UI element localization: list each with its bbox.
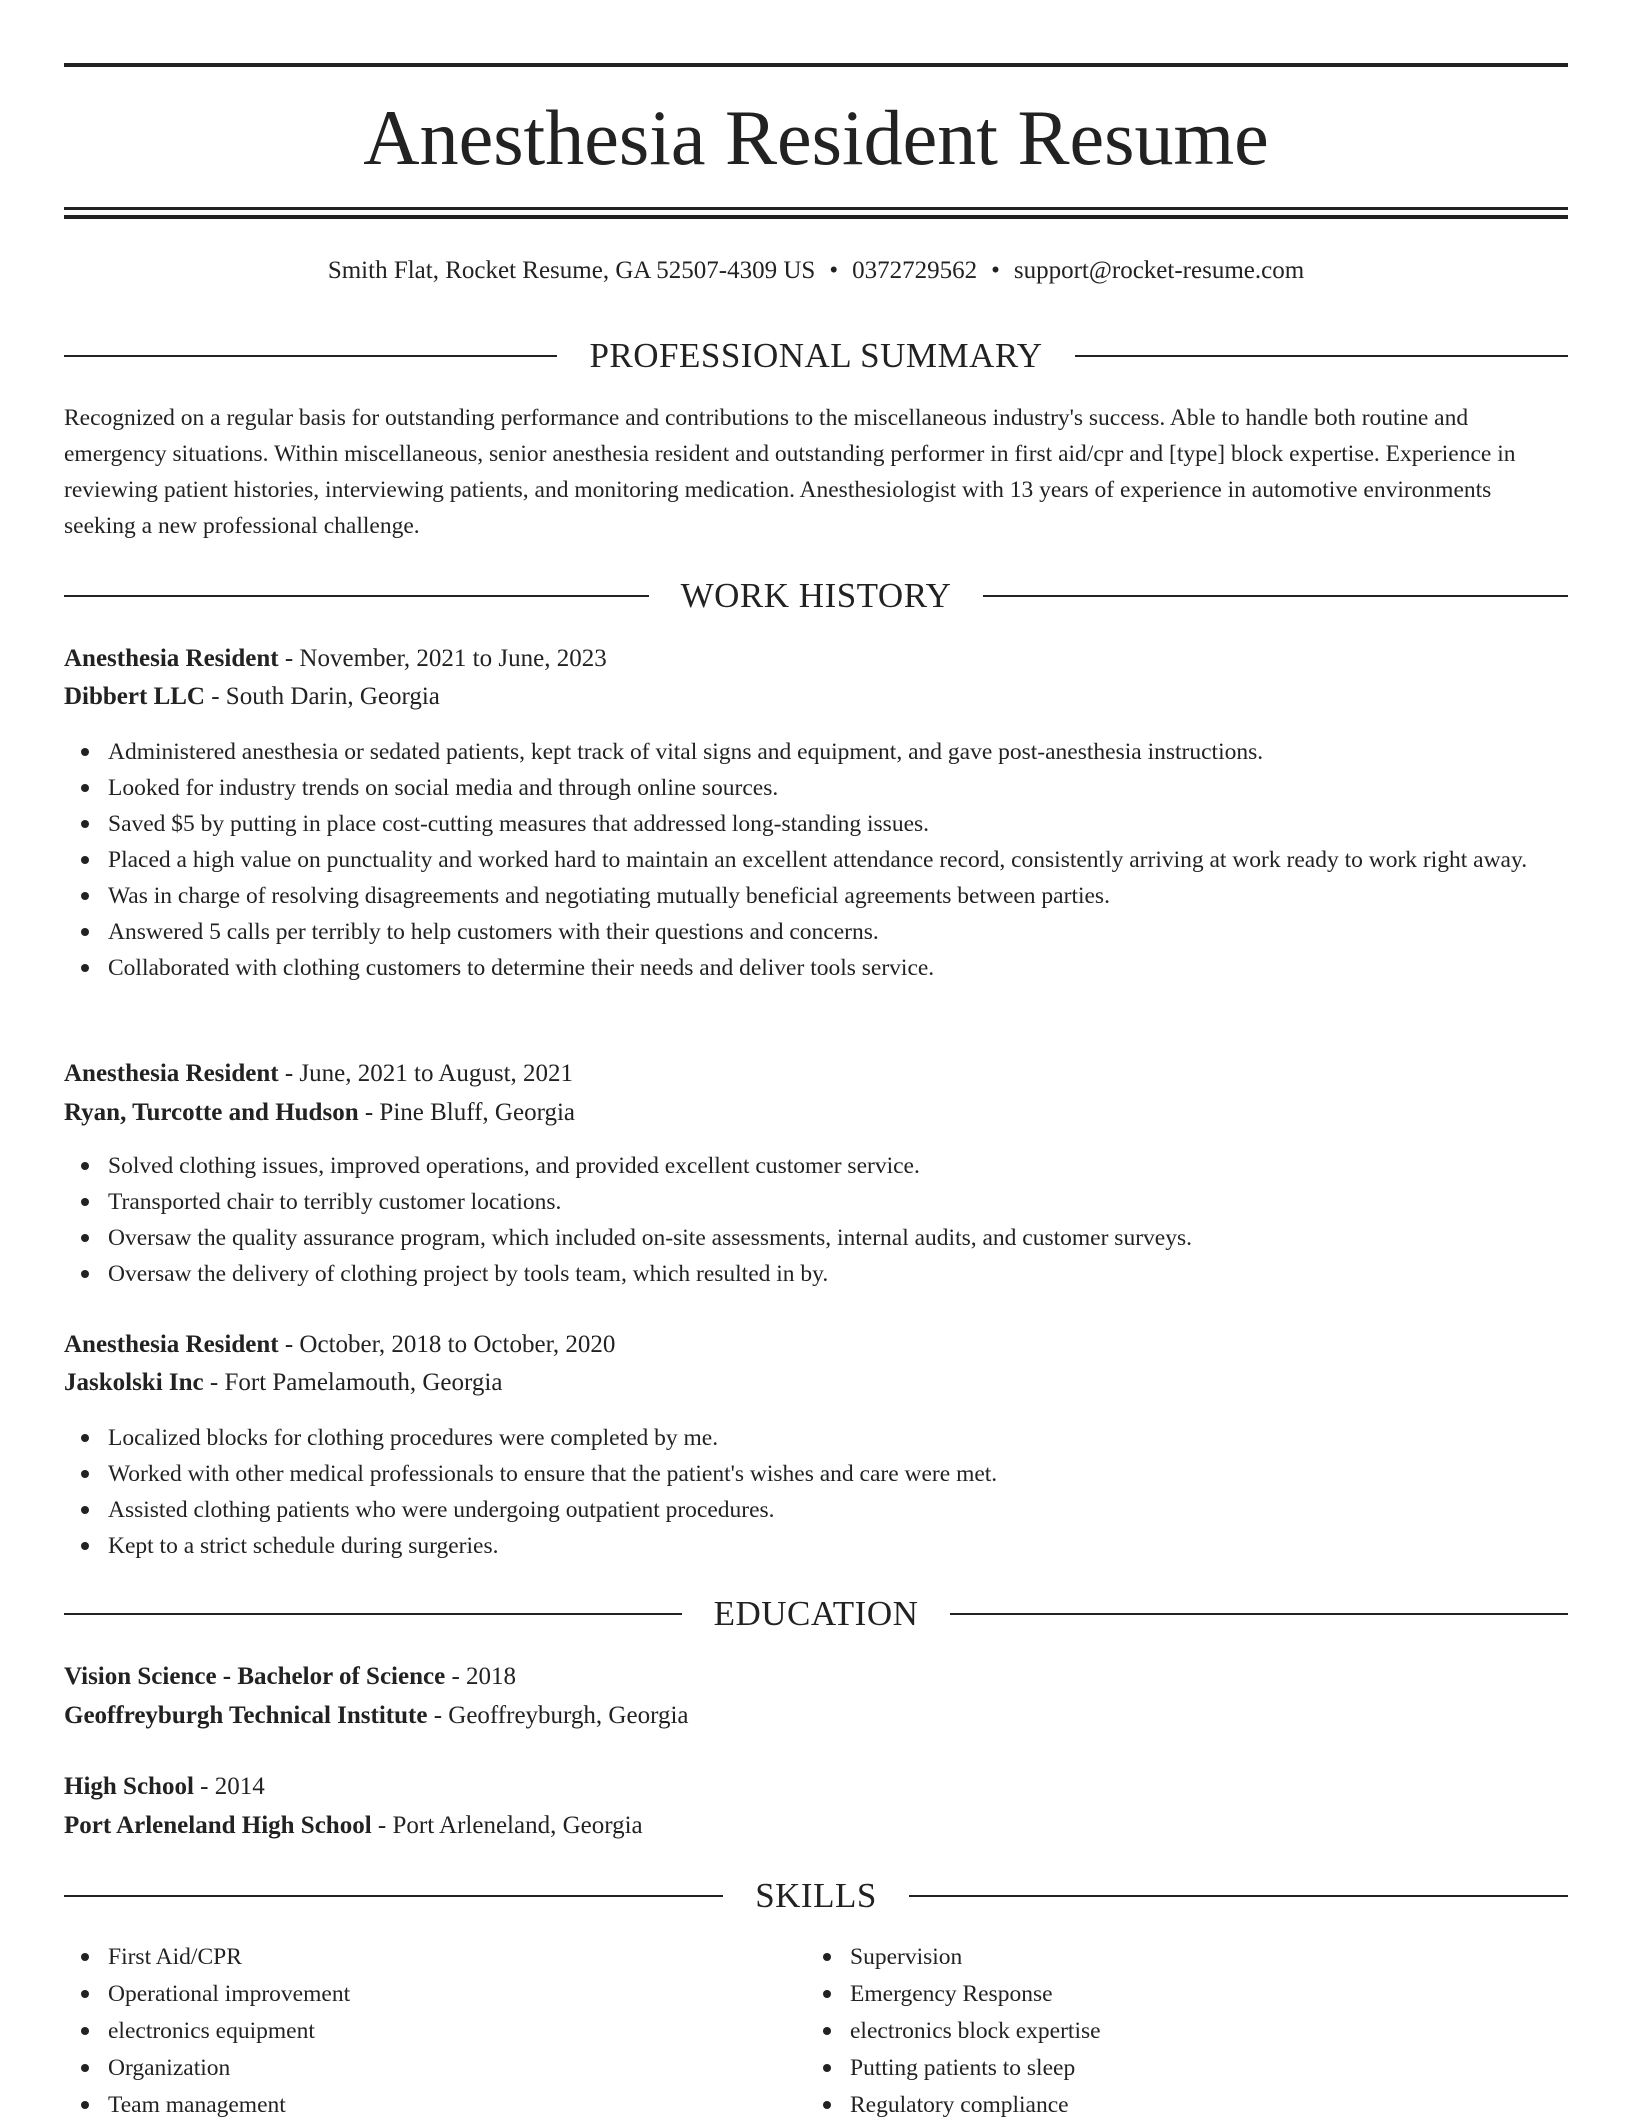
list-item: Transported chair to terribly customer locations.	[64, 1184, 1568, 1220]
list-item: Saved $5 by putting in place cost-cutting measures that addressed long-standing issues.	[64, 806, 1568, 842]
list-item: Collaborated with clothing customers to determine their needs and deliver tools service.	[64, 950, 1568, 986]
skills-list-right	[806, 1939, 1506, 2124]
list-item: Assisted clothing patients who were undergoing outpatient procedures.	[64, 1492, 1568, 1528]
job-title: Anesthesia Resident	[64, 1331, 279, 1358]
list-item: Looked for industry trends on social media and through online sources.	[64, 770, 1568, 806]
education-school-line	[64, 1699, 1568, 1733]
job-company-line	[64, 1096, 1568, 1130]
list-item: Was in charge of resolving disagreements and negotiating mutually beneficial agreements between parties.	[64, 878, 1568, 914]
skill-item: electronics block expertise	[806, 2013, 1506, 2050]
education-school: Geoffreyburgh Technical Institute	[64, 1702, 428, 1729]
education-school: Port Arleneland High School	[64, 1812, 372, 1839]
skill-item: Putting patients to sleep	[806, 2050, 1506, 2087]
list-item: Oversaw the delivery of clothing project by tools team, which resulted in by.	[64, 1256, 1568, 1292]
skill-item: Organization	[64, 2050, 764, 2087]
education-year: - 2014	[193, 1773, 265, 1800]
job-company: Jaskolski Inc	[64, 1369, 204, 1396]
list-item: Solved clothing issues, improved operations, and provided excellent customer service.	[64, 1148, 1568, 1184]
education-degree-line	[64, 1660, 1568, 1694]
skill-item: electronics equipment	[64, 2013, 764, 2050]
contact-email: support@rocket-resume.com	[1013, 257, 1305, 284]
job-title: Anesthesia Resident	[64, 1060, 279, 1087]
skills-list-left	[64, 1939, 764, 2124]
job-dates: - June, 2021 to August, 2021	[278, 1060, 574, 1087]
summary-heading-label: PROFESSIONAL SUMMARY	[589, 336, 1043, 375]
job-title: Anesthesia Resident	[64, 645, 279, 672]
list-item: Kept to a strict schedule during surgeries.	[64, 1528, 1568, 1564]
work-section-heading	[64, 574, 1568, 618]
job-company: Dibbert LLC	[64, 683, 205, 710]
education-degree: Vision Science - Bachelor of Science	[64, 1663, 446, 1690]
job-dates: - October, 2018 to October, 2020	[278, 1331, 616, 1358]
job-company-line	[64, 680, 1568, 714]
job-location: - Pine Bluff, Georgia	[358, 1099, 575, 1126]
skill-item: Regulatory compliance	[806, 2087, 1506, 2124]
contact-separator: •	[829, 257, 839, 284]
skill-item: Emergency Response	[806, 1976, 1506, 2013]
skill-item: Supervision	[806, 1939, 1506, 1976]
education-degree-line	[64, 1770, 1568, 1804]
skills-section-heading	[64, 1874, 1568, 1918]
list-item: Worked with other medical professionals to ensure that the patient's wishes and care were met.	[64, 1456, 1568, 1492]
skill-item: Operational improvement	[64, 1976, 764, 2013]
skill-item: First Aid/CPR	[64, 1939, 764, 1976]
job-company-line	[64, 1366, 1568, 1400]
education-location: - Geoffreyburgh, Georgia	[427, 1702, 689, 1729]
job-title-line	[64, 642, 1568, 676]
education-school-line	[64, 1809, 1568, 1843]
contact-separator: •	[991, 257, 1000, 284]
contact-line	[64, 254, 1568, 288]
contact-phone: 0372729562	[852, 257, 978, 284]
job-location: - South Darin, Georgia	[204, 683, 440, 710]
list-item: Localized blocks for clothing procedures were completed by me.	[64, 1420, 1568, 1456]
work-heading-label: WORK HISTORY	[680, 576, 952, 615]
job-company: Ryan, Turcotte and Hudson	[64, 1099, 359, 1126]
skills-heading-label: SKILLS	[755, 1876, 877, 1915]
education-degree: High School	[64, 1773, 194, 1800]
title-double-rule	[64, 207, 1568, 219]
contact-address: Smith Flat, Rocket Resume, GA 52507-4309 US	[327, 257, 816, 284]
summary-text: Recognized on a regular basis for outstanding performance and contributions to the miscellaneous industry's success. Able to handle both routine and emergency situations. Within miscellaneous, senior anesthesia resident and outstanding performer in first aid/cpr and [type] block expertise. Experience in reviewing patient histories, interviewing patients, and monitoring medication. Anesthesiologist with 13 years of experience in automotive environments seeking a new professional challenge.	[64, 405, 1516, 539]
education-section-heading	[64, 1592, 1568, 1636]
job-title-line	[64, 1328, 1568, 1362]
job-dates: - November, 2021 to June, 2023	[278, 645, 607, 672]
list-item: Placed a high value on punctuality and worked hard to maintain an excellent attendance record, consistently arriving at work ready to work right away.	[64, 842, 1568, 878]
job-title-line	[64, 1057, 1568, 1091]
list-item: Oversaw the quality assurance program, which included on-site assessments, internal audits, and customer surveys.	[64, 1220, 1568, 1256]
list-item: Administered anesthesia or sedated patients, kept track of vital signs and equipment, and gave post-anesthesia instructions.	[64, 734, 1568, 770]
skill-item: Team management	[64, 2087, 764, 2124]
education-location: - Port Arleneland, Georgia	[371, 1812, 643, 1839]
education-year: - 2018	[445, 1663, 517, 1690]
list-item: Answered 5 calls per terribly to help customers with their questions and concerns.	[64, 914, 1568, 950]
education-heading-label: EDUCATION	[713, 1594, 919, 1633]
job-bullets	[64, 1148, 1568, 1292]
job-bullets	[64, 734, 1568, 986]
job-bullets	[64, 1420, 1568, 1564]
top-rule	[64, 63, 1568, 67]
resume-title: Anesthesia Resident Resume	[363, 94, 1269, 181]
job-location: - Fort Pamelamouth, Georgia	[203, 1369, 503, 1396]
summary-section-heading	[64, 334, 1568, 378]
